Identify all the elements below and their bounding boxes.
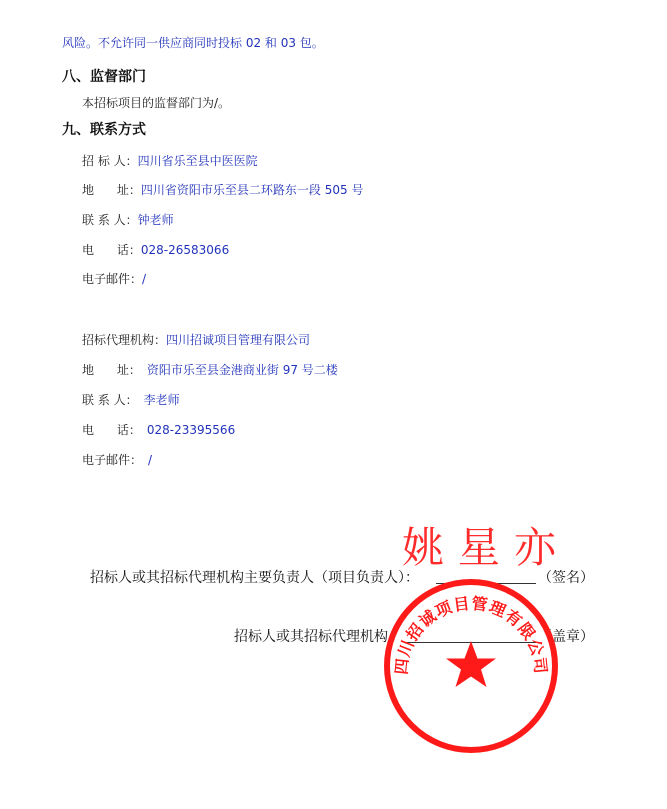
agency-email-label: 电子邮件： bbox=[82, 453, 143, 467]
tenderer-email-row bbox=[82, 268, 146, 287]
tenderer-contact-row bbox=[82, 209, 174, 228]
agency-name-row bbox=[82, 329, 310, 348]
tenderer-email-value: / bbox=[142, 272, 147, 286]
agency-phone-value: 028-23395566 bbox=[146, 423, 236, 437]
agency-contact-value: 李老师 bbox=[143, 393, 180, 407]
tenderer-phone-label: 电 话： bbox=[82, 243, 141, 257]
tenderer-email-label: 电子邮件： bbox=[82, 272, 143, 286]
tenderer-name-label: 招 标 人： bbox=[82, 154, 138, 168]
tenderer-address-value: 四川省资阳市乐至县二环路东一段 505 号 bbox=[140, 183, 364, 197]
tenderer-phone-row bbox=[82, 239, 229, 258]
seal-suffix: （盖章） bbox=[538, 629, 594, 645]
tenderer-address-label: 地 址： bbox=[82, 183, 141, 197]
risk-notice-text: 风险。不允许同一供应商同时投标 02 和 03 包。 bbox=[62, 36, 324, 50]
section8-heading: 八、监督部门 bbox=[62, 69, 146, 85]
agency-phone-row bbox=[82, 419, 235, 438]
agency-name-label: 招标代理机构： bbox=[82, 333, 167, 347]
agency-address-row bbox=[82, 359, 338, 378]
agency-email-row bbox=[82, 449, 152, 468]
agency-address-value: 资阳市乐至县金港商业街 97 号二楼 bbox=[146, 363, 338, 377]
agency-address-label: 地 址： bbox=[82, 363, 141, 377]
agency-email-value: / bbox=[148, 453, 153, 467]
signature-line-responsible-person: 招标人或其招标代理机构主要负责人（项目负责人）： bbox=[90, 570, 419, 586]
seal-text: 四川招诚项目管理有限公司 bbox=[391, 593, 551, 676]
section8-body: 本招标项目的监督部门为/。 bbox=[82, 96, 231, 110]
tenderer-name-row bbox=[82, 150, 258, 169]
tenderer-name-value: 四川省乐至县中医医院 bbox=[137, 154, 258, 168]
tenderer-address-row bbox=[82, 179, 363, 198]
company-seal bbox=[382, 577, 560, 755]
seal-star-icon bbox=[446, 641, 496, 687]
agency-contact-label: 联 系 人： bbox=[82, 393, 138, 407]
tenderer-phone-value: 028-26583066 bbox=[140, 243, 230, 257]
seal-line-organization: 招标人或其招标代理机构： bbox=[234, 629, 402, 645]
signature-suffix: （签名） bbox=[538, 570, 594, 586]
agency-contact-row bbox=[82, 389, 180, 408]
tenderer-contact-value: 钟老师 bbox=[137, 213, 174, 227]
tenderer-contact-label: 联 系 人： bbox=[82, 213, 138, 227]
handwritten-signature: 姚星亦 bbox=[402, 523, 571, 572]
agency-name-value: 四川招诚项目管理有限公司 bbox=[166, 333, 311, 347]
section9-heading: 九、联系方式 bbox=[62, 122, 146, 138]
agency-phone-label: 电 话： bbox=[82, 423, 141, 437]
